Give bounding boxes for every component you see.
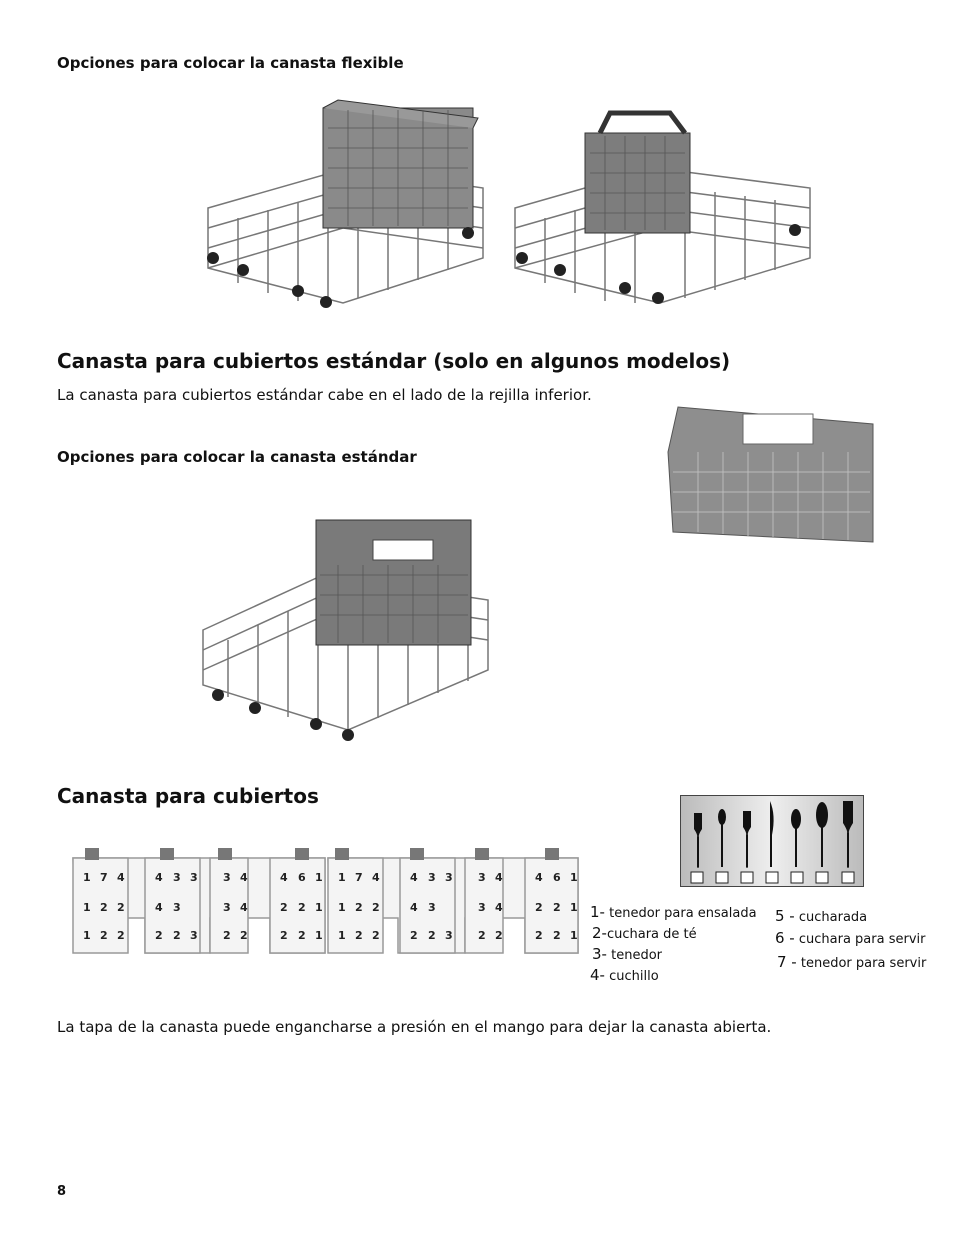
grid-cell-number: 2	[223, 929, 231, 942]
grid-cell-number: 1	[315, 901, 323, 914]
standard-basket-options-heading: Opciones para colocar la canasta estándar	[57, 448, 417, 466]
grid-cell-number: 1	[83, 871, 91, 884]
flex-basket-options-heading: Opciones para colocar la canasta flexible	[57, 54, 404, 72]
legend-item-1: 1- tenedor para ensalada	[590, 903, 757, 921]
grid-cell-number: 4	[117, 871, 125, 884]
grid-cell-number: 2	[553, 929, 561, 942]
grid-cell-number: 2	[117, 929, 125, 942]
grid-cell-number: 3	[190, 929, 198, 942]
grid-cell-number: 1	[83, 901, 91, 914]
grid-cell-number: 2	[155, 929, 163, 942]
standard-basket-illustration	[658, 402, 878, 550]
grid-cell-number: 2	[117, 901, 125, 914]
rack-flex-basket-illustration-2	[510, 98, 815, 310]
grid-cell-number: 2	[553, 901, 561, 914]
grid-cell-number: 4	[155, 871, 163, 884]
grid-cell-number: 4	[240, 901, 248, 914]
grid-cell-number: 3	[428, 871, 436, 884]
grid-cell-number: 4	[495, 901, 503, 914]
grid-cell-number: 4	[535, 871, 543, 884]
grid-cell-number: 3	[428, 901, 436, 914]
basket-lid-note: La tapa de la canasta puede engancharse a presión en el mango para dejar la canasta abierta.	[57, 1018, 772, 1036]
legend-item-2: 2-cuchara de té	[592, 924, 697, 942]
grid-cell-number: 2	[372, 929, 380, 942]
grid-cell-number: 3	[223, 901, 231, 914]
cutlery-basket-heading: Canasta para cubiertos	[57, 784, 319, 808]
grid-cell-number: 4	[240, 871, 248, 884]
grid-cell-number: 2	[100, 929, 108, 942]
grid-cell-number: 6	[553, 871, 561, 884]
legend-item-4: 4- cuchillo	[590, 966, 659, 984]
grid-cell-number: 4	[410, 901, 418, 914]
grid-cell-number: 2	[372, 901, 380, 914]
grid-cell-number: 2	[298, 901, 306, 914]
grid-cell-number: 1	[570, 871, 578, 884]
standard-basket-body: La canasta para cubiertos estándar cabe en el lado de la rejilla inferior.	[57, 386, 592, 404]
legend-item-5: 5 - cucharada	[775, 907, 868, 925]
grid-cell-number: 2	[535, 901, 543, 914]
cutlery-icons-illustration	[680, 795, 864, 887]
grid-cell-number: 1	[570, 901, 578, 914]
serving-spoon-icon	[816, 802, 828, 828]
grid-cell-number: 7	[100, 871, 108, 884]
grid-cell-number: 1	[338, 901, 346, 914]
grid-cell-number: 1	[570, 929, 578, 942]
grid-cell-number: 2	[240, 929, 248, 942]
grid-cell-number: 1	[338, 871, 346, 884]
grid-cell-number: 4	[495, 871, 503, 884]
rack-flex-basket-illustration-1	[198, 98, 488, 310]
grid-cell-number: 1	[83, 929, 91, 942]
grid-cell-number: 4	[280, 871, 288, 884]
grid-cell-number: 2	[535, 929, 543, 942]
grid-cell-number: 2	[495, 929, 503, 942]
tablespoon-icon	[791, 809, 801, 829]
grid-cell-number: 3	[173, 901, 181, 914]
legend-item-3: 3- tenedor	[592, 945, 662, 963]
grid-cell-number: 3	[190, 871, 198, 884]
grid-cell-number: 2	[355, 929, 363, 942]
grid-cell-number: 1	[315, 929, 323, 942]
grid-cell-number: 4	[372, 871, 380, 884]
page-number: 8	[57, 1184, 67, 1199]
grid-cell-number: 3	[223, 871, 231, 884]
grid-cell-number: 1	[315, 871, 323, 884]
grid-cell-number: 2	[355, 901, 363, 914]
grid-cell-number: 2	[280, 901, 288, 914]
grid-cell-number: 3	[445, 929, 453, 942]
cutlery-basket-grid-diagram	[70, 843, 582, 959]
grid-cell-number: 2	[173, 929, 181, 942]
grid-cell-number: 2	[100, 901, 108, 914]
rack-standard-basket-illustration	[198, 515, 493, 745]
grid-cell-number: 2	[280, 929, 288, 942]
grid-cell-number: 2	[478, 929, 486, 942]
grid-cell-number: 2	[298, 929, 306, 942]
grid-cell-number: 3	[173, 871, 181, 884]
teaspoon-icon	[718, 809, 726, 825]
legend-item-7: 7 - tenedor para servir	[777, 953, 927, 971]
grid-cell-number: 3	[478, 871, 486, 884]
grid-cell-number: 3	[445, 871, 453, 884]
legend-item-6: 6 - cuchara para servir	[775, 929, 926, 947]
grid-cell-number: 1	[338, 929, 346, 942]
grid-cell-number: 4	[155, 901, 163, 914]
standard-basket-heading: Canasta para cubiertos estándar (solo en algunos modelos)	[57, 349, 731, 373]
grid-cell-number: 3	[478, 901, 486, 914]
grid-cell-number: 6	[298, 871, 306, 884]
grid-cell-number: 7	[355, 871, 363, 884]
grid-cell-number: 4	[410, 871, 418, 884]
grid-cell-number: 2	[410, 929, 418, 942]
grid-cell-number: 2	[428, 929, 436, 942]
